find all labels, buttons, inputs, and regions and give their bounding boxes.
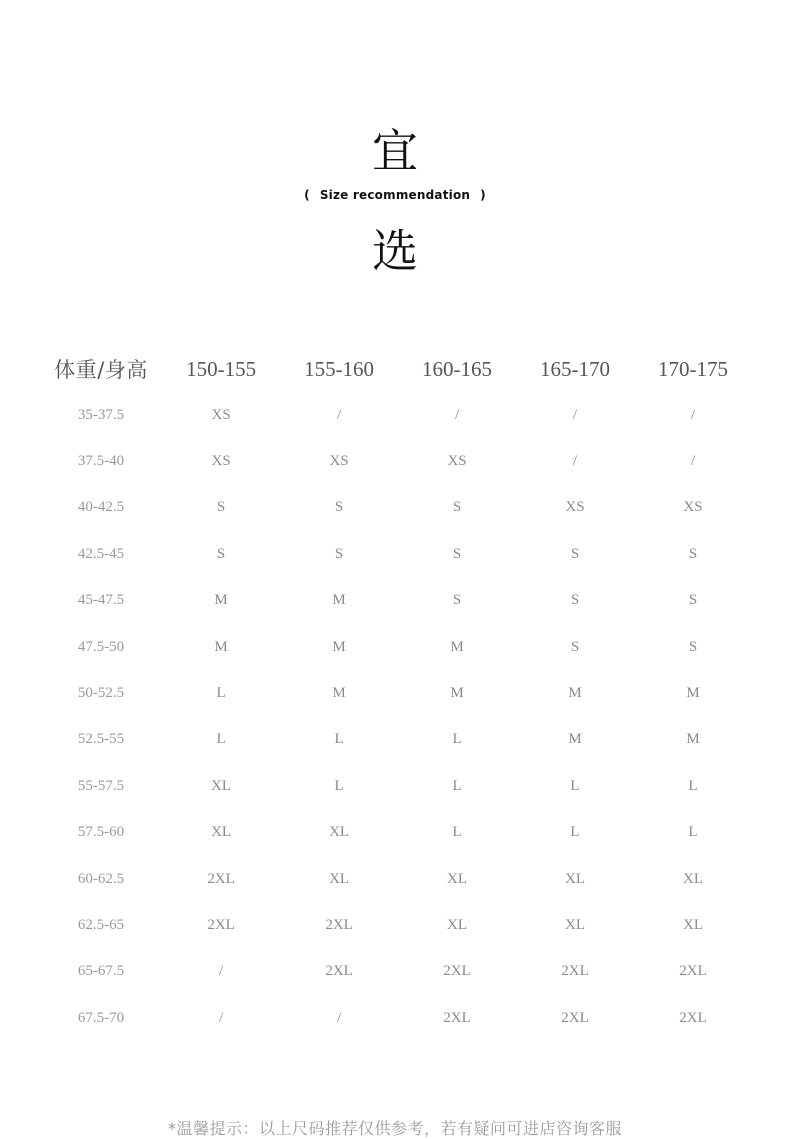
- table-row: [40, 578, 752, 624]
- title-char-bottom: 选: [372, 224, 418, 278]
- size-cell: S: [688, 638, 698, 655]
- size-cell: S: [216, 545, 226, 562]
- table-body: [40, 392, 752, 1041]
- weight-range-cell: 52.5-55: [77, 731, 125, 748]
- height-header: 160-165: [422, 356, 493, 381]
- size-cell: XL: [565, 916, 585, 933]
- size-cell: M: [214, 638, 228, 655]
- size-cell: L: [570, 777, 580, 794]
- weight-range-cell: 50-52.5: [77, 685, 125, 702]
- size-cell: S: [688, 592, 698, 609]
- size-cell: M: [568, 731, 582, 748]
- size-cell: M: [332, 638, 346, 655]
- weight-range-cell: 45-47.5: [77, 592, 125, 609]
- size-cell: S: [216, 499, 226, 516]
- weight-range-cell: 65-67.5: [77, 963, 125, 980]
- size-cell: XL: [447, 870, 468, 887]
- weight-range-cell: 35-37.5: [77, 406, 125, 423]
- size-cell: S: [452, 592, 462, 609]
- table-row: [40, 670, 752, 716]
- size-cell: S: [688, 545, 698, 562]
- size-chart-table: [40, 346, 752, 1041]
- size-cell: L: [334, 731, 344, 748]
- height-header: 165-170: [540, 356, 610, 381]
- size-cell: S: [452, 545, 462, 562]
- size-cell: L: [334, 777, 344, 794]
- weight-range-cell: 62.5-65: [77, 916, 125, 933]
- size-cell: XS: [683, 499, 703, 516]
- size-cell: XL: [211, 777, 232, 794]
- size-cell: XL: [211, 824, 232, 841]
- size-cell: 2XL: [325, 916, 353, 933]
- title-char-top: 宜: [372, 124, 418, 178]
- height-header: 170-175: [657, 356, 728, 381]
- weight-range-cell: 42.5-45: [77, 545, 125, 562]
- size-cell: M: [332, 592, 346, 609]
- size-cell: M: [686, 685, 700, 702]
- size-cell: S: [570, 638, 580, 655]
- table-row: [40, 392, 752, 438]
- size-cell: L: [216, 685, 226, 702]
- size-cell: L: [452, 824, 462, 841]
- corner-label: 体重/身高: [54, 358, 148, 382]
- size-cell: M: [568, 685, 582, 702]
- size-cell: XS: [565, 499, 585, 516]
- table-row: [40, 995, 752, 1041]
- table-row: [40, 902, 752, 948]
- size-cell: M: [332, 685, 346, 702]
- weight-range-cell: 37.5-40: [77, 453, 125, 470]
- weight-range-cell: 60-62.5: [77, 870, 125, 887]
- table-row: [40, 531, 752, 577]
- size-cell: M: [214, 592, 228, 609]
- height-header: 150-155: [186, 356, 257, 381]
- weight-range-cell: 55-57.5: [77, 777, 125, 794]
- size-cell: 2XL: [325, 963, 353, 980]
- size-cell: XS: [211, 453, 231, 470]
- size-cell: M: [450, 685, 464, 702]
- size-cell: M: [450, 638, 464, 655]
- table-row: [40, 810, 752, 856]
- size-cell: XL: [329, 824, 350, 841]
- size-cell: L: [216, 731, 226, 748]
- size-cell: /: [572, 453, 578, 470]
- size-cell: S: [570, 592, 580, 609]
- size-cell: 2XL: [443, 963, 471, 980]
- table-row: [40, 624, 752, 670]
- size-cell: XL: [329, 870, 350, 887]
- size-cell: L: [570, 824, 580, 841]
- subtitle-close-paren: ): [480, 188, 486, 202]
- size-cell: S: [334, 545, 344, 562]
- size-cell: XL: [682, 916, 703, 933]
- size-cell: S: [334, 499, 344, 516]
- table-row: [40, 763, 752, 809]
- size-cell: 2XL: [207, 870, 235, 887]
- table-row: [40, 856, 752, 902]
- size-cell: 2XL: [679, 963, 707, 980]
- size-cell: 2XL: [561, 1009, 589, 1026]
- weight-range-cell: 40-42.5: [77, 499, 125, 516]
- size-cell: /: [690, 453, 696, 470]
- size-cell: /: [219, 1009, 224, 1026]
- weight-range-cell: 47.5-50: [77, 638, 125, 655]
- size-cell: XL: [565, 870, 585, 887]
- weight-range-cell: 67.5-70: [77, 1009, 125, 1026]
- size-cell: 2XL: [561, 963, 589, 980]
- size-cell: 2XL: [443, 1009, 471, 1026]
- table-row: [40, 949, 752, 995]
- size-cell: XS: [329, 453, 349, 470]
- size-cell: L: [452, 731, 462, 748]
- size-cell: XS: [447, 453, 467, 470]
- size-cell: XL: [447, 916, 468, 933]
- size-cell: L: [688, 824, 698, 841]
- size-cell: L: [452, 777, 462, 794]
- table-row: [40, 485, 752, 531]
- size-cell: XL: [682, 870, 703, 887]
- size-cell: L: [688, 777, 698, 794]
- header-row: [40, 346, 752, 392]
- table-row: [40, 438, 752, 484]
- size-cell: /: [336, 406, 342, 423]
- size-cell: /: [219, 963, 224, 980]
- subtitle: [0, 188, 790, 202]
- height-header: 155-160: [304, 356, 375, 381]
- size-cell: /: [572, 406, 578, 423]
- size-cell: /: [690, 406, 696, 423]
- subtitle-open-paren: (: [304, 188, 310, 202]
- table-row: [40, 717, 752, 763]
- size-cell: 2XL: [679, 1009, 707, 1026]
- size-cell: S: [452, 499, 462, 516]
- footer-note: *温馨提示：以上尺码推荐仅供参考，若有疑问可进店咨询客服: [167, 1119, 622, 1138]
- size-cell: /: [454, 406, 460, 423]
- size-cell: S: [570, 545, 580, 562]
- size-cell: /: [336, 1009, 342, 1026]
- size-cell: M: [686, 731, 700, 748]
- size-cell: 2XL: [207, 916, 235, 933]
- size-cell: XS: [211, 406, 231, 423]
- weight-range-cell: 57.5-60: [77, 824, 125, 841]
- subtitle-text: Size recommendation: [319, 188, 471, 202]
